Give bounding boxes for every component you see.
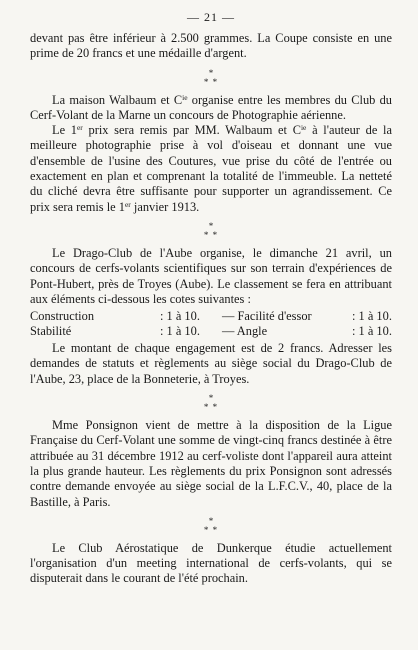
criterion-label: Construction — [30, 309, 95, 324]
paragraph-ponsignon-prize: Mme Ponsignon vient de mettre à la disposition de la Ligue Française du Cerf-Volant une somme de vingt-cinq francs destinée à être attribuée au 31 décembre 1912 au cerf-voliste dont l'appareil aura atteint la plus grande hauteur. Les règlements du prix Ponsignon sont adressés contre demande envoyée au siège social de la L.F.C.V., 40, place de la Bastille, à Paris. — [30, 418, 392, 509]
paragraph-drago-club: Le Drago-Club de l'Aube organise, le dimanche 21 avril, un concours de cerfs-volants scientifiques sur son terrain d'expériences de Pont-Hubert, près de Troyes (Aube). Le classement se fera en attribuant aux éléments ci-dessous les cotes suivantes : — [30, 245, 392, 306]
paragraph-first-prize: Le 1er prix sera remis par MM. Walbaum et $C^{ie}$ à l'auteur de la meilleure photographie prise à vol d'oiseau et donnant une vue d'ensemble de l'usine des Coutures, vue prise du côté de l'entrée ou exactement en plan et comprenant la totalité de l'immeuble. La netteté du cliché devra être suffisante pour supporter un agrandissement. Ce prix sera remis le 1er janvier 1913. — [30, 123, 392, 214]
paragraph-engagement-fee: Le montant de chaque engagement est de 2 francs. Adresser les demandes de statuts et règlements au siège social du Drago-Club de l'Aube, 23, place de la Bonneterie, à Troyes. — [30, 341, 392, 386]
paragraph-walbaum-contest: La maison Walbaum et $C^{ie}$ organise entre les membres du Club du Cerf-Volant de la Marne un concours de Photographie aérienne. — [30, 92, 393, 122]
scoring-table — [30, 309, 392, 339]
criterion-range: : 1 à 10. — [352, 309, 392, 324]
criterion-label: Stabilité — [30, 324, 72, 339]
asterism-divider: * * * — [203, 515, 219, 535]
asterism-divider: * * * — [203, 67, 219, 87]
criterion-range: : 1 à 10. — [352, 324, 392, 339]
criterion-label: — Angle — [222, 324, 268, 339]
asterism-divider: * * * — [203, 220, 219, 240]
criterion-range: : 1 à 10. — [160, 324, 200, 339]
scoring-row — [30, 324, 392, 339]
criterion-label: — Facilité d'essor — [222, 309, 312, 324]
paragraph-coupe-prize: devant pas être inférieur à 2.500 grammes. La Coupe consiste en une prime de 20 francs et une médaille d'argent. — [30, 31, 392, 61]
asterism-divider: * * * — [203, 393, 219, 413]
scoring-row — [30, 309, 392, 324]
paragraph-dunkerque-meeting: Le Club Aérostatique de Dunkerque étudie actuellement l'organisation d'un meeting international de cerfs-volants, qui se disputerait dans le courant de l'été prochain. — [30, 540, 392, 586]
criterion-range: : 1 à 10. — [160, 309, 200, 324]
page-number: — 21 — — [187, 10, 235, 24]
